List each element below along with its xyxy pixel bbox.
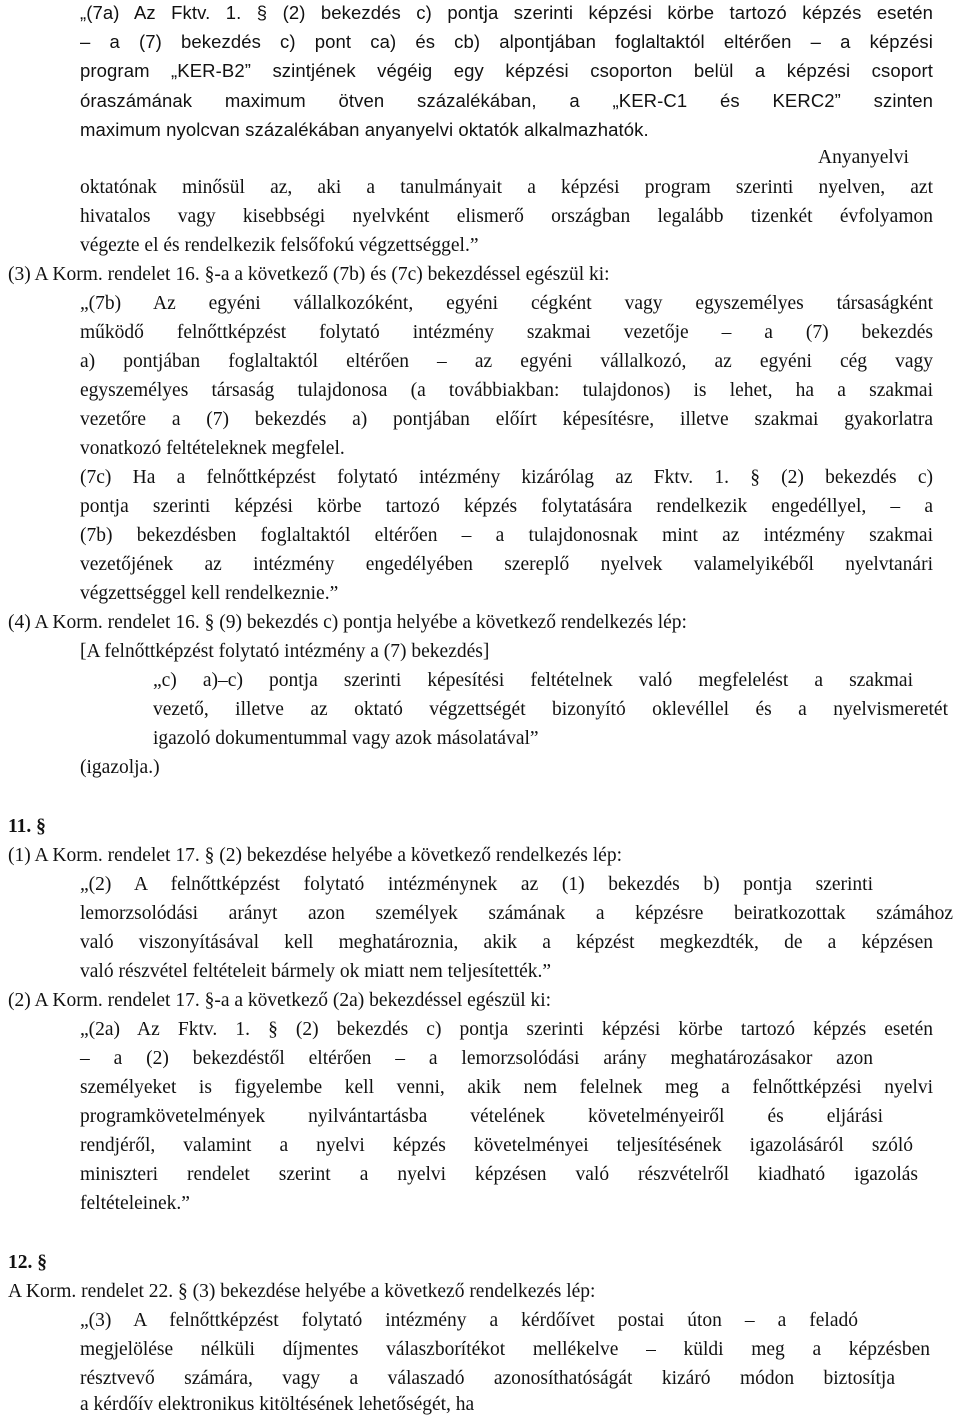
- amendment-heading: (4) A Korm. rendelet 16. § (9) bekezdés c) pontja helyébe a következő rendelkezés lép:: [8, 612, 687, 633]
- paragraph-2a-line: feltételeinek.”: [80, 1193, 190, 1214]
- paragraph-7b-line: egyszemélyes társaság tulajdonosa (a továbbiakban: tulajdonos) is lehet, ha a szakmai: [80, 380, 933, 401]
- paragraph-7a-line: – a (7) bekezdés c) pont ca) és cb) alpontjában foglaltaktól eltérően – a képzési: [80, 31, 933, 52]
- paragraph-7b-line: működő felnőttképzést folytató intézmény szakmai vezetője – a (7) bekezdés: [80, 322, 933, 343]
- bracket-note: (igazolja.): [80, 757, 160, 778]
- paragraph-2a-line: – a (2) bekezdéstől eltérően – a lemorzsolódási arány meghatározásakor azon: [80, 1048, 873, 1069]
- paragraph-7a-line: maximum nyolcvan százalékában anyanyelvi oktatók alkalmazhatók.: [80, 119, 649, 140]
- paragraph-7b-line: vonatkozó feltételeknek megfelel.: [80, 438, 345, 459]
- section-heading-11: 11. §: [8, 816, 46, 837]
- paragraph-2a-line: személyeket is figyelembe kell venni, akik nem felelnek meg a felnőttképzési nyelvi: [80, 1077, 933, 1098]
- paragraph-7c-line: (7b) bekezdésben foglaltaktól eltérően – a tulajdonosnak mint az intézmény szakmai: [80, 525, 933, 546]
- paragraph-2-line: „(2) A felnőttképzést folytató intézménynek az (1) bekezdés b) pontja szerinti: [80, 874, 873, 895]
- amendment-heading: (3) A Korm. rendelet 16. §-a a következő (7b) és (7c) bekezdéssel egészül ki:: [8, 264, 610, 285]
- paragraph-2a-line: rendjéről, valamint a nyelvi képzés követelményei teljesítésének igazolásáról szóló: [80, 1135, 913, 1156]
- paragraph-7a-line: program „KER-B2” szintjének végéig egy képzési csoporton belül a képzési csoport: [80, 60, 933, 81]
- paragraph-7a-line: hivatalos vagy kisebbségi nyelvként elismerő országban legalább tizenkét évfolyamon: [80, 206, 933, 227]
- paragraph-7a-line: óraszámának maximum ötven százalékában, a „KER-C1 és KERC2” szinten: [80, 90, 933, 111]
- paragraph-2-line: való viszonyításával kell meghatároznia, akik a képzést megkezdték, de a képzésen: [80, 932, 933, 953]
- paragraph-7b-line: vezetőre a (7) bekezdés a) pontjában előírt képesítésre, illetve szakmai gyakorlatra: [80, 409, 933, 430]
- paragraph-7a-line: végezte el és rendelkezik felsőfokú végzettséggel.”: [80, 235, 479, 256]
- paragraph-7b-line: a) pontjában foglaltaktól eltérően – az egyéni vállalkozó, az egyéni cég vagy: [80, 351, 933, 372]
- paragraph-2a-line: miniszteri rendelet szerint a nyelvi képzésen való részvételről kiadható igazolás: [80, 1164, 918, 1185]
- amendment-heading: (2) A Korm. rendelet 17. §-a a következő (2a) bekezdéssel egészül ki:: [8, 990, 552, 1011]
- paragraph-7a-line: oktatónak minősül az, aki a tanulmányait a képzési program szerinti nyelven, azt: [80, 177, 933, 198]
- paragraph-3-line: résztvevő számára, vagy a válaszadó azonosíthatóságát kizáró módon biztosítja: [80, 1368, 895, 1389]
- paragraph-7b-line: „(7b) Az egyéni vállalkozóként, egyéni cégként vagy egyszemélyes társaságként: [80, 293, 933, 314]
- paragraph-2a-line: programkövetelmények nyilvántartásba vételének követelményeiről és eljárási: [80, 1106, 883, 1127]
- paragraph-3-line: „(3) A felnőttképzést folytató intézmény a kérdőívet postai úton – a feladó: [80, 1310, 858, 1331]
- paragraph-2a-line: „(2a) Az Fktv. 1. § (2) bekezdés c) pontja szerinti képzési körbe tartozó képzés esetén: [80, 1019, 933, 1040]
- section-heading-12: 12. §: [8, 1252, 47, 1273]
- amendment-heading: A Korm. rendelet 22. § (3) bekezdése helyébe a következő rendelkezés lép:: [8, 1281, 596, 1302]
- bracket-note: [A felnőttképzést folytató intézmény a (7) bekezdés]: [80, 641, 490, 662]
- paragraph-3-line: megjelölése nélküli díjmentes válaszborítékot mellékelve – küldi meg a képzésben: [80, 1339, 930, 1360]
- paragraph-7c-line: végzettséggel kell rendelkeznie.”: [80, 583, 339, 604]
- amendment-heading: (1) A Korm. rendelet 17. § (2) bekezdése helyébe a következő rendelkezés lép:: [8, 845, 622, 866]
- paragraph-7a-line: Anyanyelvi: [818, 147, 909, 168]
- paragraph-7c-line: vezetőjének az intézmény engedélyében szereplő nyelvek valamelyikéből nyelvtanári: [80, 554, 933, 575]
- quoted-provision-line: igazoló dokumentummal vagy azok másolatával”: [153, 728, 539, 749]
- paragraph-2-line: lemorzsolódási arányt azon személyek számának a képzésre beiratkozottak számához: [80, 903, 953, 924]
- paragraph-3-line: a kérdőív elektronikus kitöltésének lehetőségét, ha: [80, 1394, 475, 1415]
- paragraph-2-line: való részvétel feltételeit bármely ok miatt nem teljesítették.”: [80, 961, 552, 982]
- paragraph-7c-line: pontja szerinti képzési körbe tartozó képzés folytatására rendelkezik engedéllyel, – a: [80, 496, 933, 517]
- paragraph-7a-line: „(7a) Az Fktv. 1. § (2) bekezdés c) pontja szerinti képzési körbe tartozó képzés esetén: [80, 2, 933, 23]
- quoted-provision-line: „c) a)–c) pontja szerinti képesítési feltételnek való megfelelést a szakmai: [153, 670, 913, 691]
- paragraph-7c-line: (7c) Ha a felnőttképzést folytató intézmény kizárólag az Fktv. 1. § (2) bekezdés c): [80, 467, 933, 488]
- quoted-provision-line: vezető, illetve az oktató végzettségét bizonyító oklevéllel és a nyelvismeretét: [153, 699, 948, 720]
